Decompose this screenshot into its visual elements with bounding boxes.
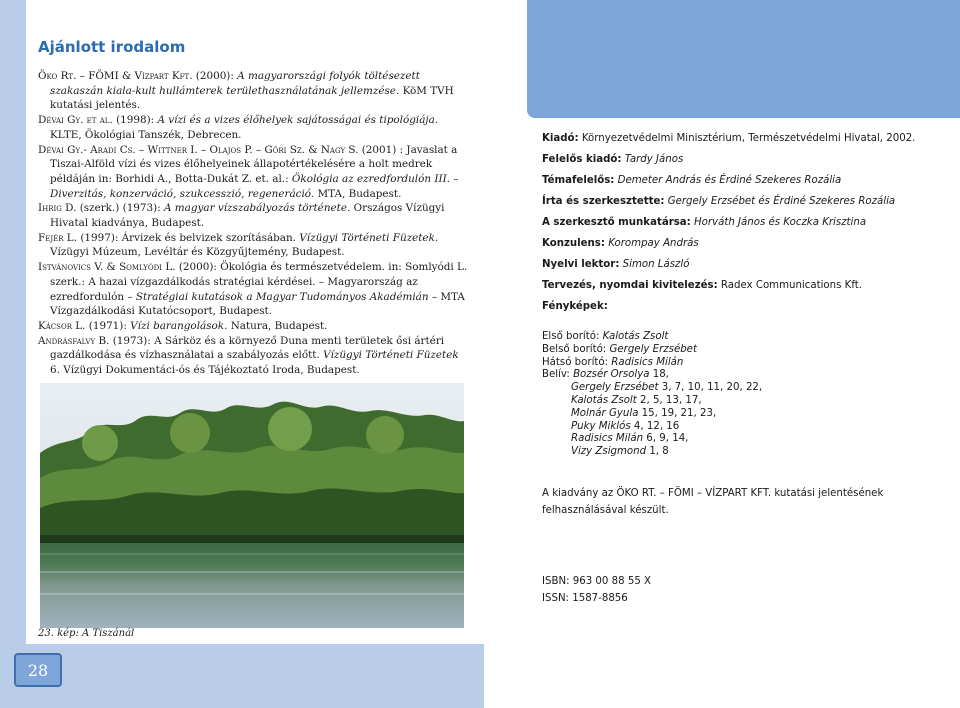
reference-list: [38, 69, 469, 378]
isbn-number: ISBN: 963 00 88 55 X: [542, 576, 652, 587]
page-number: 28: [14, 653, 62, 687]
photo-credit: Belső borító: Gergely Erzsébet: [542, 343, 697, 355]
reference-item: Kácsor L. (1971): Vízi barangolások. Natura, Budapest.: [38, 319, 328, 332]
photo-caption: 23. kép: A Tiszánál: [38, 628, 135, 639]
right-page-header-band: [527, 0, 960, 118]
section-heading: Ajánlott irodalom: [38, 38, 186, 56]
credit-line: Témafelelős: Demeter András és Érdiné Szekeres Rozália: [542, 175, 842, 186]
photo-credit: Hátsó borító: Radisics Milán: [542, 356, 684, 368]
credit-line: Tervezés, nyomdai kivitelezés: Radex Communications Kft.: [542, 280, 862, 291]
credit-line: Nyelvi lektor: Simon László: [542, 259, 690, 270]
issn-number: ISSN: 1587-8856: [542, 593, 628, 604]
photo-credit-list: [542, 331, 947, 459]
river-photo: [40, 383, 464, 628]
reference-item: Dévai Gy. et al. (1998): A vízi és a vizes élőhelyek sajátosságai és tipológiája. KLTE, Ökológiai Tanszék, Debrecen.: [38, 114, 439, 141]
photo-credit: Első borító: Kalotás Zsolt: [542, 331, 669, 342]
photo-credit: Kalotás Zsolt 2, 5, 13, 17,: [571, 394, 702, 406]
credit-line: A szerkesztő munkatársa: Horváth János és Koczka Krisztina: [542, 217, 867, 228]
source-note: A kiadvány az ÖKO RT. – FÖMI – VÍZPART KFT. kutatási jelentésének felhasználásával készült.: [542, 488, 884, 516]
photo-credit: Puky Miklós 4, 12, 16: [571, 420, 680, 432]
footer-bar: [0, 644, 484, 708]
credit-line: Írta és szerkesztette: Gergely Erzsébet és Érdiné Szekeres Rozália: [542, 196, 896, 207]
credit-line: Felelős kiadó: Tardy János: [542, 154, 684, 165]
reference-item: Öko Rt. – FÖMI & Vízpart Kft. (2000): A magyarországi folyók töltésezett szakaszán kiala-kult hullámterek területhasználatának jellemzése. KöM TVH kutatási jelentés.: [38, 70, 454, 112]
reference-item: Andrásfalvy B. (1973): A Sárköz és a környező Duna menti területek ősi ártéri gazdálkodása és vízhasználatai a szabályozás előtt. Vízügyi Történeti Füzetek 6. Vízügyi Dokumentáci-ós és Tájékoztató Iroda, Budapest.: [38, 334, 459, 377]
reference-item: Fejér L. (1997): Árvizek és belvizek szorításában. Vízügyi Történeti Füzetek. Vízügyi Múzeum, Levéltár és Közgyűjtemény, Budapest.: [38, 231, 439, 259]
photo-credit: Radisics Milán 6, 9, 14,: [571, 433, 689, 445]
imprint-credits: [542, 133, 947, 459]
credit-line: Kiadó: Környezetvédelmi Minisztérium, Természetvédelmi Hivatal, 2002.: [542, 133, 916, 144]
photo-credit: Belív: Bozsér Orsolya 18,: [542, 369, 669, 381]
reference-item: Ihrig D. (szerk.) (1973): A magyar vízszabályozás története. Országos Vízügyi Hivatal kiadványa, Budapest.: [38, 202, 445, 230]
left-page-stripe: [0, 0, 26, 708]
reference-item: Dévai Gy.- Aradi Cs. – Wittner I. – Olajos P. – Gőri Sz. & Nagy S. (2001) : Javaslat a Tiszai-Alföld vízi és vizes élőhelyeinek állapotértékelésére a holt medrek példáján in: Borhidi A., Botta-Dukát Z. et. al.: Ökológia az ezredfordulón III. – Diverzitás, konzerváció, szukcesszió, regeneráció. MTA, Budapest.: [38, 143, 459, 200]
photo-credit: Molnár Gyula 15, 19, 21, 23,: [571, 407, 717, 419]
reference-item: Istvánovics V. & Somlyódi L. (2000): Ökológia és természetvédelem. in: Somlyódi L. szerk.: A hazai vízgazdálkodás stratégiai kérdései. – Magyarország az ezredfordulón – Stratégiai kutatások a Magyar Tudományos Akadémián – MTA Vízgazdálkodási Kutatócsoport, Budapest.: [38, 261, 468, 318]
photo-credit: Gergely Erzsébet 3, 7, 10, 11, 20, 22,: [571, 382, 763, 394]
isbn-block: [542, 573, 651, 607]
photo-credit: Vizy Zsigmond 1, 8: [571, 446, 669, 458]
photos-label: Fényképek:: [542, 301, 608, 312]
credit-line: Konzulens: Korompay András: [542, 238, 699, 249]
